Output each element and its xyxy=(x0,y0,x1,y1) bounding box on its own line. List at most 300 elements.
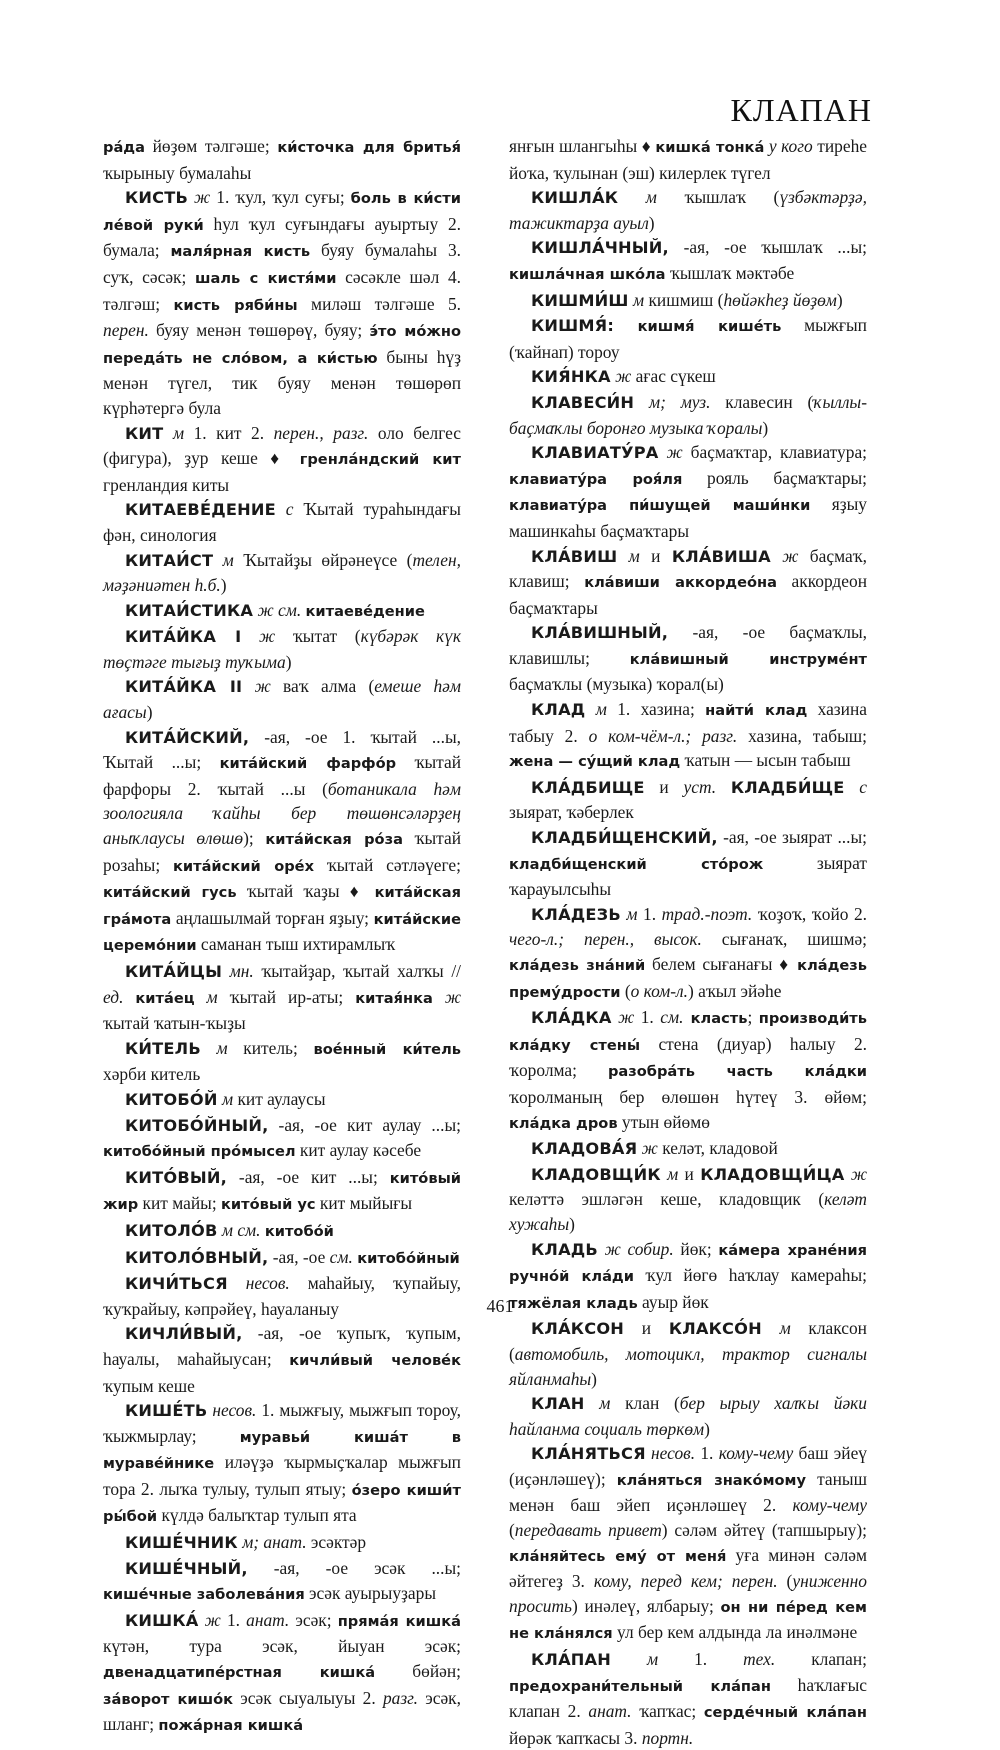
dictionary-entry xyxy=(103,1113,461,1165)
translation-text: ҡатын — ысын табыш xyxy=(680,750,851,771)
headword: КЛА́ДКА xyxy=(531,1008,612,1028)
translation-text: баш эйеү (иҫәнләшеү); xyxy=(509,1443,867,1489)
headword: КИТА́ЙЦЫ xyxy=(125,962,223,981)
example-phrase: кла́виши аккордео́на xyxy=(584,574,777,592)
grammar-label: кому, перед кем; перен. xyxy=(593,1571,778,1592)
headword: КИЧЛИ́ВЫЙ, xyxy=(125,1324,243,1344)
grammar-label: несов. xyxy=(645,1443,701,1464)
translation-text: кит мыйығы xyxy=(315,1193,413,1214)
example-phrase: кисть ряби́ны xyxy=(173,296,298,314)
example-phrase: китобо́й xyxy=(264,1222,334,1240)
grammar-label: м; анат. xyxy=(237,1532,311,1553)
grammar-label: ж см. xyxy=(253,599,306,620)
translation-text: 1. кит 2. xyxy=(193,422,274,443)
translation-text: -ая, -ое эсәк ...ы; xyxy=(247,1557,461,1578)
headword: КЛАВЕСИ́Н xyxy=(531,392,635,412)
headword: КЛАДЬ xyxy=(531,1239,598,1259)
example-phrase: кла́няться знако́мому xyxy=(616,1471,806,1489)
translation-text: ) xyxy=(220,575,227,596)
grammar-label: ботаникала һәм зоологияла ҡайһы бер төшөнсәләрҙең аныҡлаусы өлөшө xyxy=(103,778,461,849)
translation-text: хазина табыу 2. xyxy=(509,699,868,746)
translation-text: янғын шлангыһы ♦ xyxy=(509,136,656,156)
grammar-label: портн. xyxy=(641,1727,694,1748)
grammar-label: ж xyxy=(637,1138,663,1159)
dictionary-entry xyxy=(103,1530,461,1556)
example-phrase: шаль с кистя́ми xyxy=(194,269,337,287)
headword: КИШЕ́ЧНИК xyxy=(125,1533,238,1553)
translation-text: һул ҡул суғындағы ауыртыу 2. бумала; xyxy=(103,213,461,261)
translation-text: буяу менән төшөрөү, буяу; xyxy=(148,320,370,341)
example-phrase: кишка́ тонка́ xyxy=(655,139,765,156)
example-phrase: кита́йские церемо́нии xyxy=(103,910,461,955)
translation-text: эсәк; xyxy=(289,1609,338,1630)
headword: КЛАН xyxy=(531,1394,585,1414)
headword: КЛА́КСОН xyxy=(531,1319,625,1339)
translation-text: -ая, -ое ҡышлаҡ ...ы; xyxy=(668,237,867,258)
translation-text: мыжғып (ҡайнап) тороу xyxy=(509,315,867,362)
translation-text: ( xyxy=(620,980,631,1001)
headword: КИТОЛО́ВНЫЙ, xyxy=(125,1247,269,1267)
dictionary-entry xyxy=(509,1647,867,1750)
example-phrase: кита́йская гра́мота xyxy=(103,884,461,928)
translation-text: 1. ҡул, ҡул суғы; xyxy=(216,187,351,208)
grammar-label: с xyxy=(275,499,304,520)
dictionary-entry xyxy=(509,1316,867,1391)
grammar-label: м xyxy=(618,187,685,208)
grammar-label: м xyxy=(163,422,194,443)
grammar-label: ж xyxy=(188,187,217,208)
example-phrase: вое́нный ки́тель xyxy=(313,1040,461,1058)
grammar-label: автомобиль, мотоцикл, трактор сигналы яйланмаһы xyxy=(509,1343,867,1389)
example-phrase: клавиату́ра роя́ля xyxy=(509,470,683,488)
example-phrase: двенадцатипе́рстная кишка́ xyxy=(103,1664,376,1682)
example-phrase: китаеве́дение xyxy=(305,602,425,620)
translation-text: гренландия киты xyxy=(103,474,230,495)
translation-text: ваҡ алма ( xyxy=(283,676,375,697)
headword: КИШМИ́Ш xyxy=(531,290,629,310)
translation-text: быны һүҙ менән түгел, тик буяу менән төшөрөп күрһәтергә була xyxy=(103,346,461,418)
translation-text: маһайыу, ҡупайыу, ҡуҡрайыу, кәпрәйеү, һауаланыу xyxy=(103,1273,461,1319)
translation-text: һаҡлағыс клапан 2. xyxy=(509,1674,867,1722)
translation-text: ҡытай фарфоры 2. ҡытай ...ы ( xyxy=(103,752,462,799)
translation-text: күтән, тура эсәк, йыуан эсәк; xyxy=(103,1636,461,1657)
example-phrase: кише́чные заболева́ния xyxy=(103,1586,305,1604)
example-phrase: кишмя́ кише́ть xyxy=(614,318,782,336)
grammar-label: перен., разг. xyxy=(273,422,369,443)
translation-text: клан ( xyxy=(625,1393,680,1414)
translation-text: ҡул йөгө һаҡлау камераһы; xyxy=(633,1265,867,1286)
translation-text: йөрәк ҡапҡасы 3. xyxy=(509,1727,642,1748)
headword: КЛА́ДЕЗЬ xyxy=(531,904,621,924)
example-phrase: кичли́вый челове́к xyxy=(289,1351,461,1369)
translation-text: яҙыу машинкаһы баҫмаҡтары xyxy=(509,494,867,541)
translation-text: таныш менән баш эйеп иҫәнләшеү 2. xyxy=(509,1468,867,1516)
headword: КИШЕ́ТЬ xyxy=(125,1401,208,1421)
grammar-label: м xyxy=(213,549,244,570)
example-phrase: кита́ец xyxy=(135,989,195,1007)
dictionary-entry xyxy=(103,1245,461,1272)
translation-text: ул бер кем алдында ла инәлмәне xyxy=(612,1622,858,1643)
grammar-label: униженно просить xyxy=(509,1571,868,1616)
example-phrase: кла́дка дров xyxy=(509,1114,618,1132)
headword: КЛА́ПАН xyxy=(531,1650,612,1670)
translation-text: клапан; xyxy=(775,1649,868,1670)
headword: КИТО́ВЫЙ, xyxy=(125,1167,227,1187)
grammar-label: разг. xyxy=(382,1687,419,1708)
translation-text: -ая, -ое кит ...ы; xyxy=(227,1166,390,1187)
example-phrase: китобо́йный xyxy=(357,1249,460,1267)
grammar-label: ж xyxy=(611,1007,641,1028)
example-phrase: серде́чный кла́пан xyxy=(703,1704,867,1722)
grammar-label: ж собир. xyxy=(597,1238,681,1259)
translation-text: ) xyxy=(648,212,655,233)
example-phrase: кита́йская ро́за xyxy=(265,831,403,849)
translation-text: ҡытай ҡатын-ҡыҙы xyxy=(103,1013,246,1034)
grammar-label: бер ырыу халҡы йәки һайланма социаль төркөм xyxy=(509,1393,868,1439)
example-phrase: о́зеро киши́т ры́бой xyxy=(103,1481,461,1526)
grammar-label: телен, мәҙәниәтен һ.б. xyxy=(103,549,461,596)
translation-text: 1. xyxy=(226,1609,247,1630)
right-column xyxy=(509,134,867,1750)
grammar-label: ж xyxy=(658,442,691,463)
grammar-label: ед. xyxy=(103,986,136,1007)
translation-text: сәсәкле шәл 4. тәлгәш; xyxy=(103,266,461,314)
example-phrase: разобра́ть часть кла́дки xyxy=(607,1063,867,1081)
example-phrase: за́ворот кишо́к xyxy=(103,1690,234,1708)
grammar-label: у кого xyxy=(764,136,813,156)
example-phrase: э́то мо́жно переда́ть не сло́вом, а ки́стью xyxy=(103,323,461,367)
left-column xyxy=(103,134,461,1739)
dictionary-entry xyxy=(103,1398,461,1530)
translation-text: ) xyxy=(146,702,153,723)
translation-text: эсәк ауырыуҙары xyxy=(304,1583,437,1604)
dictionary-entry xyxy=(103,1165,461,1218)
example-phrase: китая́нка xyxy=(355,989,433,1007)
headword: КИШЕ́ЧНЫЙ, xyxy=(125,1558,248,1578)
example-phrase: тяжёлая кладь xyxy=(509,1294,638,1312)
translation-text: хазина, табыш; xyxy=(737,725,867,746)
translation-text: утын өйөмө xyxy=(617,1111,710,1132)
translation-text: -ая, -ое xyxy=(268,1246,330,1267)
translation-text: ) xyxy=(569,1213,575,1234)
headword: КИТОБО́Й xyxy=(125,1089,218,1109)
translation-text: сығанаҡ, шишмә; xyxy=(701,929,867,950)
example-phrase: китобо́йный про́мысел xyxy=(103,1143,296,1161)
translation-text: зыярат, ҡәберлек xyxy=(509,802,634,823)
headword: КЛА́ВИШНЫЙ, xyxy=(531,623,669,643)
translation-text: ) xyxy=(285,651,292,672)
example-phrase: класть xyxy=(683,1010,748,1028)
example-phrase: предохрани́тельный кла́пан xyxy=(509,1677,771,1695)
example-phrase: пряма́я кишка́ xyxy=(337,1612,462,1630)
translation-text: ҡышлаҡ ( xyxy=(684,187,780,208)
grammar-label: м xyxy=(617,545,652,566)
example-phrase: боль в ки́сти ле́вой руки́ xyxy=(103,190,461,234)
translation-text: саманан тыш ихтирамлыҡ xyxy=(196,934,396,955)
translation-text: Ҡытайҙы өйрәнеүсе ( xyxy=(243,549,413,570)
translation-text: клавесин ( xyxy=(725,391,814,412)
grammar-label: ж xyxy=(241,626,293,647)
grammar-label: о ком-чём-л.; разг. xyxy=(588,725,738,746)
grammar-label: уст. xyxy=(683,776,731,797)
translation-text: бөйән; xyxy=(375,1661,461,1682)
grammar-label: ҡыллы-баҫмаҡлы боронғо музыка ҡоралы xyxy=(509,391,867,438)
translation-text: зыярат ҡарауылсыһы xyxy=(509,852,867,900)
translation-text: 1. хазина; xyxy=(617,699,706,720)
example-phrase: кита́йский фарфо́р xyxy=(219,755,397,773)
dictionary-entry xyxy=(103,1218,461,1245)
translation-text: Ҡытай тураһындағы фән, синология xyxy=(103,499,461,545)
translation-text: 1. xyxy=(694,1649,744,1670)
headword: КЛА́НЯТЬСЯ xyxy=(531,1444,646,1464)
translation-text: күлдә балыҡтар тулып ята xyxy=(157,1505,357,1526)
dictionary-entry xyxy=(509,544,867,621)
example-phrase: кла́вишный инструме́нт xyxy=(629,650,867,668)
dictionary-entry xyxy=(509,364,867,390)
grammar-label: чего-л.; перен., высок. xyxy=(509,929,702,950)
grammar-label: передавать привет xyxy=(514,1520,662,1541)
translation-text: и xyxy=(644,776,684,797)
translation-text: 1. xyxy=(640,1007,661,1028)
example-phrase: кла́няйтесь ему́ от меня́ xyxy=(509,1547,727,1565)
headword: КЛАДБИ́ЩЕ xyxy=(730,777,845,797)
dictionary-entry xyxy=(103,497,461,547)
example-phrase: кла́дезь зна́ний xyxy=(509,957,646,974)
headword: КИТА́ЙКА II xyxy=(125,677,243,697)
grammar-label: м xyxy=(585,699,618,720)
translation-text: йөк; xyxy=(680,1238,719,1259)
dictionary-entry xyxy=(103,959,461,1036)
example-phrase: маля́рная кисть xyxy=(170,243,311,261)
dictionary-entry xyxy=(103,548,461,598)
dictionary-entry xyxy=(103,1608,461,1739)
headword: КЛАВИАТУ́РА xyxy=(531,443,659,463)
grammar-label: трад.-поэт. xyxy=(661,903,753,924)
dictionary-entry xyxy=(509,185,867,235)
dictionary-entry xyxy=(509,620,867,697)
grammar-label: м xyxy=(660,1163,685,1184)
headword: КИТАЕВЕ́ДЕНИЕ xyxy=(125,500,276,520)
translation-text: ҡытай ир-аты; xyxy=(229,986,356,1007)
dictionary-entry xyxy=(509,1005,867,1136)
translation-text: ) инәлеү, ялбарыу; xyxy=(571,1595,721,1616)
example-phrase: клавиату́ра пи́шущей маши́нки xyxy=(509,497,811,515)
translation-text: китель; xyxy=(243,1037,314,1058)
translation-text: ҡышлаҡ мәктәбе xyxy=(665,262,795,283)
example-phrase: ра́да xyxy=(103,139,145,156)
grammar-label: несов. xyxy=(227,1273,308,1294)
translation-text: ); xyxy=(243,828,266,849)
translation-text: кит майы; xyxy=(138,1193,222,1214)
headword: КИШЛА́ЧНЫЙ, xyxy=(531,238,669,258)
grammar-label: м см. xyxy=(217,1219,265,1240)
dictionary-entry xyxy=(509,440,867,543)
grammar-label: несов. xyxy=(207,1400,262,1421)
dictionary-entry xyxy=(103,1087,461,1113)
grammar-label: м xyxy=(200,1037,244,1058)
translation-text: баҫмаҡ, клавиш; xyxy=(509,545,868,592)
translation-text: кит аулау кәсебе xyxy=(295,1140,422,1161)
translation-text: эсәк сыуалыуы 2. xyxy=(233,1687,383,1708)
headword: КИ́ТЕЛЬ xyxy=(125,1038,201,1058)
translation-text: миләш тәлгәше 5. xyxy=(297,293,462,314)
grammar-label: ж xyxy=(844,1163,868,1184)
headword: КЛАДОВЩИ́ЦА xyxy=(700,1164,845,1184)
translation-text: -ая, -ое 1. ҡытай ...ы, Ҡытай ...ы; xyxy=(103,726,461,773)
headword: КИТОЛО́В xyxy=(125,1220,218,1240)
grammar-label: кому-чему xyxy=(792,1495,867,1516)
translation-text: ) xyxy=(591,1368,597,1389)
headword: КИСТЬ xyxy=(125,188,189,208)
grammar-label: с xyxy=(844,776,867,797)
headword: КИТОБО́ЙНЫЙ, xyxy=(125,1115,269,1135)
dictionary-entry xyxy=(509,288,867,314)
grammar-label: см. xyxy=(329,1246,358,1267)
headword: КЛАДОВЩИ́К xyxy=(531,1164,661,1184)
headword: КЛА́ДБИЩЕ xyxy=(531,777,645,797)
headword: КИШЛА́К xyxy=(531,188,619,208)
translation-text: белем сығанағы ♦ xyxy=(645,954,798,974)
example-phrase: кладби́щенский сто́рож xyxy=(509,855,764,873)
grammar-label: емеше һәм ағасы xyxy=(103,676,462,723)
example-phrase: жена — су́щий клад xyxy=(509,753,681,771)
example-phrase: ки́сточка для бритья́ xyxy=(277,139,461,156)
grammar-label: анат. xyxy=(246,1609,290,1630)
grammar-label: тех. xyxy=(743,1649,776,1670)
dictionary-entry xyxy=(103,1556,461,1608)
translation-text: баҫмаҡтар, клавиатура; xyxy=(690,442,867,463)
example-phrase: кла́дезь прему́дрости xyxy=(509,957,868,1001)
translation-text: и xyxy=(651,545,672,566)
translation-text: ҡытайҙар, ҡытай халҡы // xyxy=(261,961,461,981)
grammar-label: м xyxy=(620,903,644,924)
translation-text: келәттә эшләгән кеше, кладовщик ( xyxy=(509,1189,825,1210)
headword: КИШКА́ xyxy=(125,1610,199,1630)
translation-text: и xyxy=(624,1318,669,1339)
grammar-label: үзбәктәрҙә, тажиктарҙа ауыл xyxy=(509,187,867,233)
example-phrase: гренла́ндский кит xyxy=(299,451,461,469)
grammar-label: мн. xyxy=(222,961,262,981)
grammar-label: ж xyxy=(242,676,284,697)
dictionary-entry xyxy=(509,775,867,825)
dictionary-entry xyxy=(509,902,867,1005)
grammar-label: м xyxy=(194,986,230,1007)
translation-text: ) сәләм әйтеү (тапшырыу); xyxy=(661,1520,867,1541)
dictionary-entry xyxy=(509,1162,867,1237)
dictionary-entry xyxy=(103,598,461,625)
dictionary-entry xyxy=(509,235,867,287)
dictionary-entry xyxy=(103,421,461,498)
grammar-label: перен. xyxy=(103,320,149,341)
translation-text: 1. xyxy=(700,1443,719,1464)
headword: КЛА́ВИШ xyxy=(531,546,618,566)
dictionary-entry xyxy=(509,390,867,440)
example-phrase: ка́мера хране́ния ручно́й кла́ди xyxy=(509,1241,867,1286)
grammar-label: м; муз. xyxy=(634,391,726,412)
translation-text: ағас сүкеш xyxy=(635,366,716,387)
grammar-label: см. xyxy=(660,1007,684,1028)
translation-text: рояль баҫмаҡтары; xyxy=(682,467,867,488)
dictionary-entry xyxy=(103,1321,461,1398)
grammar-label: м xyxy=(761,1318,809,1339)
grammar-label: м xyxy=(584,1393,626,1414)
translation-text: келәт, кладовой xyxy=(662,1138,778,1159)
grammar-label: ж xyxy=(610,366,636,387)
headword: КИТАИ́СТИКА xyxy=(125,600,254,620)
translation-text: ) xyxy=(836,289,843,310)
translation-text: ҡытай ҡаҙы ♦ xyxy=(236,881,375,902)
example-phrase: он ни пе́ред кем не кла́нялся xyxy=(509,1598,867,1643)
page-number: 461 xyxy=(486,1296,514,1316)
translation-text: ) xyxy=(704,1418,710,1439)
headword: КИТАИ́СТ xyxy=(125,550,214,570)
example-phrase: найти́ клад xyxy=(705,702,808,720)
translation-text: аккордеон баҫмаҡтары xyxy=(509,571,868,618)
translation-text: -ая, -ое баҫмаҡлы, клавишлы; xyxy=(509,622,867,668)
grammar-label: анат. xyxy=(588,1701,632,1722)
translation-text: стена (диуар) һалыу 2. ҡоролма; xyxy=(509,1033,867,1081)
example-phrase: производи́ть кла́дку стены́ xyxy=(509,1010,867,1054)
grammar-label: ж xyxy=(770,545,810,566)
dictionary-entry xyxy=(103,624,461,674)
translation-text: -ая, -ое зыярат ...ы; xyxy=(717,827,867,848)
dictionary-entry xyxy=(509,697,867,775)
grammar-label: кому-чему xyxy=(718,1443,794,1464)
translation-text: хәрби китель xyxy=(103,1064,201,1085)
translation-text: иләүҙә ҡырмыҫҡалар мыжғып тора 2. лыҡа тулыу, тулып ятыу; xyxy=(103,1452,461,1499)
example-phrase: пожа́рная кишка́ xyxy=(158,1717,304,1735)
translation-text: ҡытат ( xyxy=(292,626,361,647)
translation-text: ҡытай розаһы; xyxy=(103,828,461,875)
grammar-label: м xyxy=(628,289,649,310)
translation-text: ( xyxy=(509,1520,515,1541)
dictionary-entry xyxy=(509,313,867,364)
translation-text: ауыр йөк xyxy=(637,1291,709,1312)
headword: КЛА́ВИША xyxy=(671,546,771,566)
grammar-label: м xyxy=(611,1649,695,1670)
example-phrase: кито́вый ус xyxy=(221,1196,316,1214)
translation-text: 1. мыжғыу, мыжғып тороу, ҡыжмырлау; xyxy=(103,1400,461,1446)
grammar-label: һөйәкһеҙ йөҙөм xyxy=(723,289,837,310)
translation-text: оло белгес (фигура), ҙур кеше ♦ xyxy=(103,422,461,469)
translation-text: эсәк, шланг; xyxy=(103,1687,461,1735)
dictionary-entry xyxy=(509,1391,867,1441)
translation-text: эсәктәр xyxy=(310,1532,367,1553)
dictionary-entry xyxy=(509,1136,867,1162)
dictionary-entry xyxy=(103,725,461,959)
translation-text: и xyxy=(684,1163,701,1184)
headword: КИЯ́НКА xyxy=(531,367,611,387)
translation-text: ҡоролманың бер өлөшөн һүтеү 3. өйөм; xyxy=(509,1086,867,1107)
example-phrase: кита́йский гусь xyxy=(103,884,237,902)
headword: КИЧИ́ТЬСЯ xyxy=(125,1274,228,1294)
headword: КИТ xyxy=(125,423,164,443)
entry-continuation xyxy=(103,134,461,185)
translation-text: ҡытай сәтләүеге; xyxy=(314,854,461,875)
headword: КЛАДОВА́Я xyxy=(531,1139,638,1159)
translation-text: баҫмаҡлы (музыка) ҡорал(ы) xyxy=(509,674,724,695)
headword: КИТА́ЙСКИЙ, xyxy=(125,727,250,747)
translation-text: буяу бумалаһы 3. суҡ, сәсәк; xyxy=(103,240,461,287)
dictionary-entry xyxy=(103,1036,461,1087)
translation-text: ( xyxy=(777,1571,793,1592)
translation-text: кит аулаусы xyxy=(237,1088,326,1109)
translation-text: ҡырыныу бумалаһы xyxy=(103,162,252,183)
headword: КИТА́ЙКА I xyxy=(125,627,242,647)
dictionary-entry xyxy=(509,825,867,902)
translation-text: ) xyxy=(762,417,769,438)
translation-text: ҡоҙоҡ, ҡойо 2. xyxy=(752,903,868,924)
